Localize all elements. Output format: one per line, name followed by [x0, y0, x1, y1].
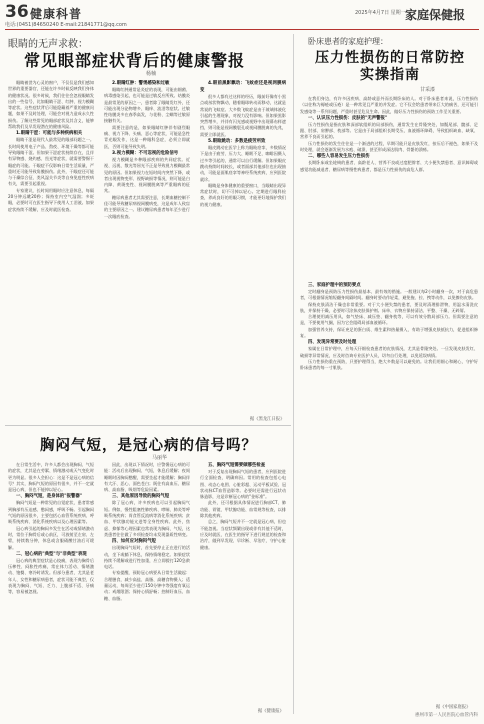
article3-kicker: 卧床患者的家庭护理： — [308, 37, 388, 46]
section-name: 健康科普 — [30, 7, 83, 21]
subheading: 四、发现异常要及时处理 — [308, 340, 357, 346]
paper-title: 家庭保健报 — [405, 8, 466, 22]
subheading: 2.眼睛红肿：警惕感染和过敏 — [112, 81, 170, 86]
article3-headline: 压力性损伤的日常防控实操指南 — [315, 50, 465, 83]
paragraph: 保持皮肤清洁干燥也非常重要。对于大小便失禁的患者，要及时清理排泄物，用温水清洗皮肤，并保持干燥，必要时可涂抹皮肤保护剂。床单、衣物应保持清洁、平整、干燥、无碎屑。 — [300, 301, 478, 313]
paragraph: 长期卧床或坐轮椅的患者、高龄老人、营养不良或过度肥胖者、大小便失禁患者、意识障碍或感觉功能减退者、糖尿病等慢性病患者，都是压力性损伤的高危人群。 — [300, 160, 478, 172]
paragraph: 在日常生活中，许多人都会出现胸闷、气短的症状，尤其是在劳累、情绪激动或天气变化时更为明显。很多人会担心：这是不是冠心病的信号？其实，胸闷气短的原因有很多，并不一定就是冠心病，但也不能掉以轻心。 — [8, 462, 94, 493]
paragraph: 专家提醒，预防冠心病要从日常生活做起：合理膳食，减少高盐、高脂、高糖食物摄入；适量运动，每周至少进行150分钟中等强度有氧运动；戒烟限酒；保持心情舒畅；控制好血压、血糖、血脂。 — [104, 570, 190, 601]
paragraph: 眼睛是身体健康的重要窗口，当眼睛出现异常症状时，切不可掉以轻心。定期进行眼科检查，养成良好的用眼习惯，才能更好地保护我们的视力健康。 — [200, 182, 286, 207]
paragraph: 加强营养支持，保证充足的蛋白质、维生素和热量摄入，有助于增强皮肤抵抗力，促进组织修复。 — [300, 326, 478, 339]
paragraph: 除了冠心病，许多疾病也可以引起胸闷气短。例如，慢性阻塞性肺疾病、哮喘、肺炎等呼吸系统疾病；胃食管反流病等消化系统疾病；贫血、甲状腺功能亢进等全身性疾病。此外，焦虑、抑郁等心理因素也常表现为胸闷、气短，这类患者往往做了多项检查均未发现器质性病变。 — [104, 500, 190, 537]
article1-byline: 杨楠 — [146, 71, 157, 77]
article1-kicker: 眼睛的无声求救： — [8, 39, 88, 50]
article-divider — [5, 425, 291, 426]
page-number: 36 — [5, 2, 29, 22]
paragraph: 合理使用减压用具，如气垫床、减压垫、翻身枕等，可以有效分散局部压力。但需要注意的是，不要使用气圈，因为它会阻碍局部血液循环。 — [300, 314, 478, 326]
subheading: 3.视力模糊：不可忽视的危险信号 — [112, 150, 179, 156]
paragraph: 专家建议，长时间用眼时应注意休息，每隔20分钟远眺20秒；保持室内空气湿润；多眨眼，必要时可在医生指导下使用人工泪液。如果症状持续不缓解，应及时就医检查。 — [8, 187, 94, 212]
article1-column-3 — [200, 80, 286, 414]
subheading: 5.眼睑跳动：多数是疲劳所致 — [208, 139, 266, 145]
article2-column-1 — [8, 462, 94, 714]
paragraph: 压力性损伤是指皮肤和深部软组织的局部损伤，通常发生在骨隆突处，如骶尾部、髋部、足跟、肘部、肩胛部、枕部等。它是由于局部组织长期受压，血液循环障碍，导致组织缺血、缺氧、营养不良而引起的。 — [300, 121, 478, 140]
article1-headline: 常见眼部症状背后的健康警报 — [24, 51, 246, 70]
article3-source: 据《中国家庭报》 — [436, 705, 471, 710]
paragraph: 在我们身边，有许多因疾病、高龄或意外而长期卧床的人。对于卧床患者来说，压力性损伤（以往称为褥疮或压疮）是一种常见且严重的并发症。它不仅会给患者带来巨大的痛苦，还可能引发感染等一系列问题，严重时甚至危及生命。因此，做好压力性损伤的预防工作至关重要。 — [300, 96, 478, 114]
subheading: 二、冠心病的"典型"与"非典型"表现 — [16, 551, 87, 557]
paragraph: 出现胸闷气短时，首先要停止正在进行的活动，坐下或躺下休息，保持情绪稳定。如果症状持续不缓解或进行性加重，应立即拨打120急救电话。 — [104, 545, 190, 570]
subheading: 一、胸闷气短，是身体的"报警器" — [16, 494, 83, 500]
subheading: 三、其他原因导致的胸闷气短 — [112, 494, 170, 500]
paragraph: 压力性损伤重在预防，只要护理得当，绝大多数是可以避免的。让我们用细心和耐心，守护好卧床患者的每一寸肌肤。 — [300, 358, 478, 371]
paragraph: 很多人都有过这样的经历，眼前好像有小黑点或丝状物飘动，随着眼球转动而移动，这就是常说的飞蚊症。大多数飞蚊症是由于玻璃体液化引起的生理现象，对视力没有影响。但如果黑影突然增多，并伴有闪光感或视野中出现幕布样遮挡，则可能是视网膜裂孔或视网膜脱离的先兆，需要立即就医。 — [200, 94, 286, 137]
paragraph: 压力性损伤的发生往往是一个渐进的过程，早期可能只是皮肤发红，按压后不褪色，如果不及时处理，就会逐渐发展为水疱、破溃，甚至形成深达肌肉、骨骼的溃疡。 — [300, 140, 478, 153]
subheading: 一、认识压力性损伤：皮肤的"无声警报" — [308, 115, 388, 121]
paragraph: 总之，胸闷气短并不一定就是冠心病，但也不能忽视。当症状频繁出现或伴有其他不适时，应及时就医，在医生的指导下进行规范的检查和治疗，做到早发现、早诊断、早治疗，守护心脏健康。 — [200, 519, 286, 550]
paragraph: 冠心病的典型症状是心绞痛，表现为胸骨后压榨性、闷胀性疼痛，常在体力活动、情绪激动、饱餐、寒冷时诱发。但部分患者，尤其是老年人、女性和糖尿病患者，症状可能不典型，仅表现为胸闷、气短、乏力、上腹部不适、牙痛等，容易被忽视。 — [8, 557, 94, 595]
paragraph: 因此，出现以下情况时，应警惕冠心病的可能：活动后出现胸闷、气短，休息后缓解；夜间睡眠时因胸闷憋醒，需要坐起才能缓解；胸闷伴有大汗、恶心、面色苍白；既往有高血压、糖尿病、高血脂、吸烟等危险因素。 — [104, 462, 190, 493]
footer-credit: 惠州市第一人民医院心血管内科 — [415, 713, 478, 718]
subheading: 三、家庭护理中的预防要点 — [308, 283, 361, 288]
paragraph: 家属在日常护理中，应每天仔细检查患者的皮肤情况，尤其是骨隆突处。一旦发现皮肤发红、破损等异常情况，应及时咨询专业医护人员，切勿自行处理，以免延误病情。 — [300, 346, 478, 358]
article1-column-2 — [104, 80, 190, 422]
article2-byline: 马丽华 — [152, 455, 168, 461]
article2-column-2 — [104, 462, 190, 714]
contact-info: 电话:(0451)84650240 E-mail:21841771@qq.com — [5, 22, 127, 28]
paragraph: 此外，还可根据具体情况进行胸部CT、肺功能、胃镜、甲状腺功能、血常规等检查，以排除其他疾病。 — [200, 500, 286, 519]
article3-column-2 — [300, 282, 478, 702]
article2-headline: 胸闷气短，是冠心病的信号吗？ — [40, 437, 257, 454]
article1-column-1 — [8, 80, 94, 422]
subheading: 1.眼睛干涩：可能与多种疾病相关 — [16, 131, 83, 137]
paragraph: 需要注意的是，如果眼睛红肿伴有剧烈眼痛、视力下降、头痛、恶心等症状，可能是急性青光眼发作，这是一种眼科急症，必须立即就医，否则可能导致失明。 — [104, 124, 190, 149]
paragraph: 眼睛红肿通常是炎症的表现，可能由细菌、病毒感染引起，也可能是过敏反应所致。结膜炎是最常见的原因之一，患者除了眼睛发红外，还可能出现分泌物增多、眼痒、流泪等症状。过敏性结膜炎多在春季高发，与花粉、尘螨等过敏原接触有关。 — [104, 87, 190, 124]
article3-byline: 甘采漆 — [420, 87, 436, 93]
paragraph: 定时翻身是预防压力性损伤最基本、最有效的措施。一般建议每2小时翻身一次，对于高危患者，可根据情况缩短翻身间隔时间。翻身时要动作轻柔，避免拖、拉、拽等动作，以免擦伤皮肤。 — [300, 289, 478, 301]
subheading: 四、如何应对胸闷气短 — [112, 539, 156, 545]
paragraph: 眼睛干涩是现代人最常见的眼部问题之一。长时间使用电子产品、熬夜、环境干燥等都可能导致眼睛干涩。但如果干涩症状持续存在，且伴有异物感、烧灼感、畏光等症状，就需要警惕干眼症的可能。干眼症不仅影响日常生活质量，严重时还可能导致角膜损伤。此外，干眼症还可能与干燥综合征、类风湿关节炎等自身免疫性疾病有关，需要引起重视。 — [8, 137, 94, 187]
masthead — [0, 0, 484, 30]
paragraph: 胸闷气短是一种常见的自觉症状，患者常感到胸部有压迫感、憋闷感，呼吸不畅。引起胸闷气短的原因很多，主要包括心血管系统疾病、呼吸系统疾病、消化系统疾病以及心理因素等。 — [8, 500, 94, 525]
paragraph: 眼皮跳动在医学上称为眼睑痉挛，多数情况下是由于疲劳、压力大、睡眠不足、咖啡因摄入过多等引起的，通常可以自行缓解。但如果眼皮跳动持续时间较长，或者面部其他部位也出现抽动，可能是面肌痉挛等神经系统疾病，应到医院就诊。 — [200, 145, 286, 182]
paragraph: 冠心病引起的胸闷多发生在活动或情绪激动时，常位于胸骨后或心前区，可放射至左肩、左臂，持续数分钟，休息或含服硝酸甘油后可缓解。 — [8, 525, 94, 550]
subheading: 五、胸闷气短需要做哪些检查 — [208, 463, 266, 468]
column-divider — [293, 34, 294, 714]
paragraph: 眼睛被誉为心灵的窗户，不仅仅是我们感知世界的重要器官，还能在许多时候反映我们身体的健康状况。很多时候，我们往往会忽视眼睛发出的一些信号，比如眼睛干涩、红肿、视力模糊等症状。这些症状背后可能隐藏着严重的健康问题，如果不及时处理，可能会对视力造成永久性损伤。了解这些常见的眼部症状及其含义，能够帮助我们及早发现潜在的健康风险。 — [8, 80, 94, 130]
issue-date: 2025年4月7日 星期一 — [355, 10, 406, 16]
article2-column-3 — [200, 462, 286, 706]
subheading: 二、哪些人容易发生压力性损伤 — [308, 154, 370, 160]
article3-column-1 — [300, 96, 478, 278]
paragraph: 视力模糊是多种眼部疾病的共同症状。近视、远视、散光等屈光不正是导致视力模糊最常见的原因。但如果视力在短时间内突然下降，或者出现视物变形、视野缺损等情况，则可能是白内障、黄斑变性、视网膜脱离等严重眼病的征兆。 — [104, 156, 190, 194]
subheading: 4.眼前黑影飘动：飞蚊症还是视网膜病变 — [200, 81, 286, 93]
article1-source: 据《黑龙江日报》 — [250, 417, 285, 422]
article2-source: 据《健康报》 — [258, 709, 284, 714]
paragraph: 糖尿病患者尤其需要注意，长期血糖控制不佳可能导致糖尿病视网膜病变，这是成年人致盲的主要原因之一。建议糖尿病患者每年至少进行一次眼底检查。 — [104, 194, 190, 219]
paragraph: 对于反复出现胸闷气短的患者，应到医院进行全面检查，明确病因。常用的检查包括心电图、动态心电图、心脏彩超、运动平板试验、冠状动脉CT血管造影等。必要时还需进行冠状动脉造影，这是诊断冠心病的"金标准"。 — [200, 469, 286, 500]
masthead-rule — [5, 29, 479, 30]
